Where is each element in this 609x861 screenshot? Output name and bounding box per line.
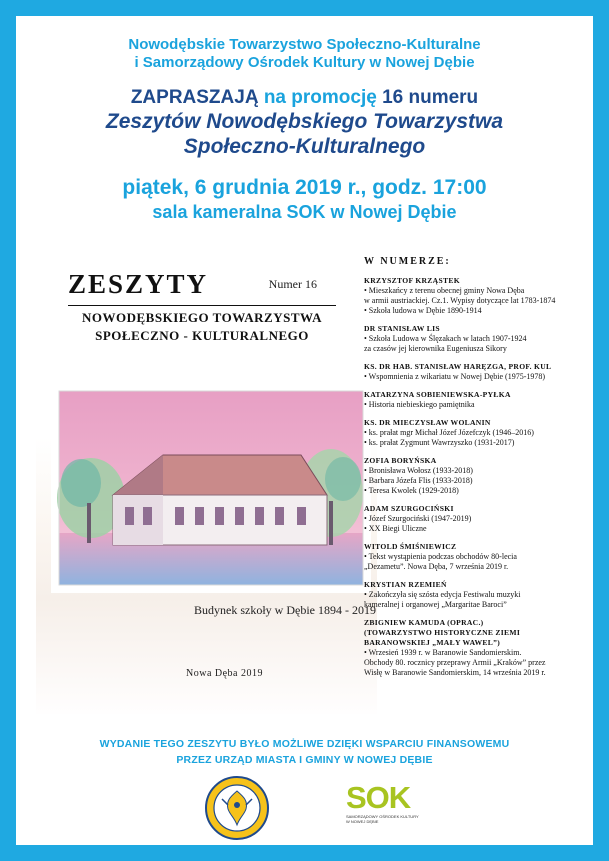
contents-entry [364,580,589,610]
sok-logo [346,782,419,824]
town-emblem-icon [204,775,270,841]
entry-line: • Teresa Kwolek (1929-2018) [364,486,459,495]
entry-line: • Tekst wystąpienia podczas obchodów 80-lecia [364,552,517,561]
entry-line: (TOWARZYSTWO HISTORYCZNE ZIEMI [364,628,521,637]
contents-entry [364,456,589,496]
entry-line: • ks. prałat mgr Michał Józef Józefczyk (1946–2016) [364,428,534,437]
cover-imprint: Nowa Dęba 2019 [186,668,263,679]
support-line-1: WYDANIE TEGO ZESZYTU BYŁO MOŻLIWE DZIĘKI WSPARCIU FINANSOWEMU [99,738,510,750]
entry-author: KS. DR HAB. STANISŁAW HARĘZGA, PROF. KUL [364,362,552,371]
entry-author: ZOFIA BORYŃSKA [364,456,437,465]
support-line-2: PRZEZ URZĄD MIASTA I GMINY W NOWEJ DĘBIE [176,754,433,766]
cover-caption: Budynek szkoły w Dębie 1894 - 2019 [194,603,376,617]
entry-author: KS. DR MIECZYSŁAW WOLANIN [364,418,491,427]
event-title-line-2: Społeczno-Kulturalnego [183,135,426,158]
entry-line: BARANOWSKIEJ „MAŁY WAWEL”) [364,638,501,647]
cover-subtitle-line-1: NOWODĘBSKIEGO TOWARZYSTWA [82,310,322,325]
contents-list [364,256,589,686]
entry-line: Obchody 80. rocznicy przeprawy Armii „Kraków” przez [364,658,546,667]
book-cover [36,253,377,714]
entry-line: • XX Biegi Uliczne [364,524,427,533]
sok-logo-text: SOK [346,780,411,815]
organizer-line-2: i Samorządowy Ośrodek Kultury w Nowej Dębie [134,54,475,71]
contents-entry [364,418,589,448]
organizer-line-1: Nowodębskie Towarzystwo Społeczno-Kulturalne [128,36,481,53]
contents-entry [364,504,589,534]
entry-line: „Dezametu”. Nowa Dęba, 7 września 2019 r. [364,562,509,571]
entry-author: KRYSTIAN RZEMIEŃ [364,580,447,589]
event-title-line-1: Zeszytów Nowodębskiego Towarzystwa [105,110,504,133]
invitation-line [16,87,593,109]
school-building-painting [51,383,371,593]
contents-entry [364,324,589,354]
entry-author: ADAM SZURGOCIŃSKI [364,504,454,513]
invite-middle: na promocję [258,87,383,108]
entry-line: w armii austriackiej. Cz.1. Wypisy dotyczące lat 1783-1874 [364,296,556,305]
entry-author: KATARZYNA SOBIENIEWSKA-PYŁKA [364,390,511,399]
entry-line: • Zakończyła się szósta edycja Festiwalu muzyki [364,590,521,599]
entry-line: • Wrzesień 1939 r. w Baranowie Sandomierskim. [364,648,522,657]
cover-subtitle-line-2: SPOŁECZNO - KULTURALNEGO [95,328,309,343]
entry-line: Wisłę w Baranowie Sandomierskim, 14 września 2019 r. [364,668,546,677]
entry-author: ZBIGNIEW KAMUDA (OPRAC.) [364,618,484,627]
entry-author: WITOLD ŚMIŚNIEWICZ [364,542,457,551]
entry-line: • Barbara Józefa Flis (1933-2018) [364,476,473,485]
invite-prefix: ZAPRASZAJĄ [130,87,259,108]
event-place: sala kameralna SOK w Nowej Dębie [152,202,457,222]
entry-line: za czasów jej kierownika Eugeniusza Sikory [364,344,507,353]
entry-line: • Józef Szurgociński (1947-2019) [364,514,472,523]
entry-line: • Szkoła Ludowa w Ślęzakach w latach 1907-1924 [364,334,527,343]
entry-line: • Szkoła ludowa w Dębie 1890-1914 [364,306,482,315]
cover-title: ZESZYTY [68,269,209,299]
entry-line: • Historia niebieskiego pamiętnika [364,400,475,409]
contents-heading: W NUMERZE: [364,256,451,267]
entry-author: DR STANISŁAW LIS [364,324,440,333]
sok-logo-subtitle-2: W NOWEJ DĘBIE [346,819,379,824]
entry-line: • Mieszkańcy z terenu obecnej gminy Nowa Dęba [364,286,525,295]
contents-entry [364,276,589,316]
sok-logo-subtitle-1: SAMORZĄDOWY OŚRODEK KULTURY [346,814,419,819]
contents-entry [364,542,589,572]
entry-line: • Wspomnienia z wikariatu w Nowej Dębie (1975-1978) [364,372,546,381]
cover-number: Numer 16 [268,277,317,291]
invite-suffix: 16 numeru [382,87,479,108]
entry-line: • ks. prałat Zygmunt Wawrzyszko (1931-2017) [364,438,515,447]
event-date: piątek, 6 grudnia 2019 r., godz. 17:00 [122,176,487,199]
contents-entry [364,390,589,410]
entry-author: KRZYSZTOF KRZĄSTEK [364,276,460,285]
contents-entry [364,618,589,678]
entry-line: kameralnej i organowej „Margaritae Baroci” [364,600,507,609]
contents-entry [364,362,589,382]
cover-divider [68,305,336,306]
entry-line: • Bronisława Wołosz (1933-2018) [364,466,473,475]
